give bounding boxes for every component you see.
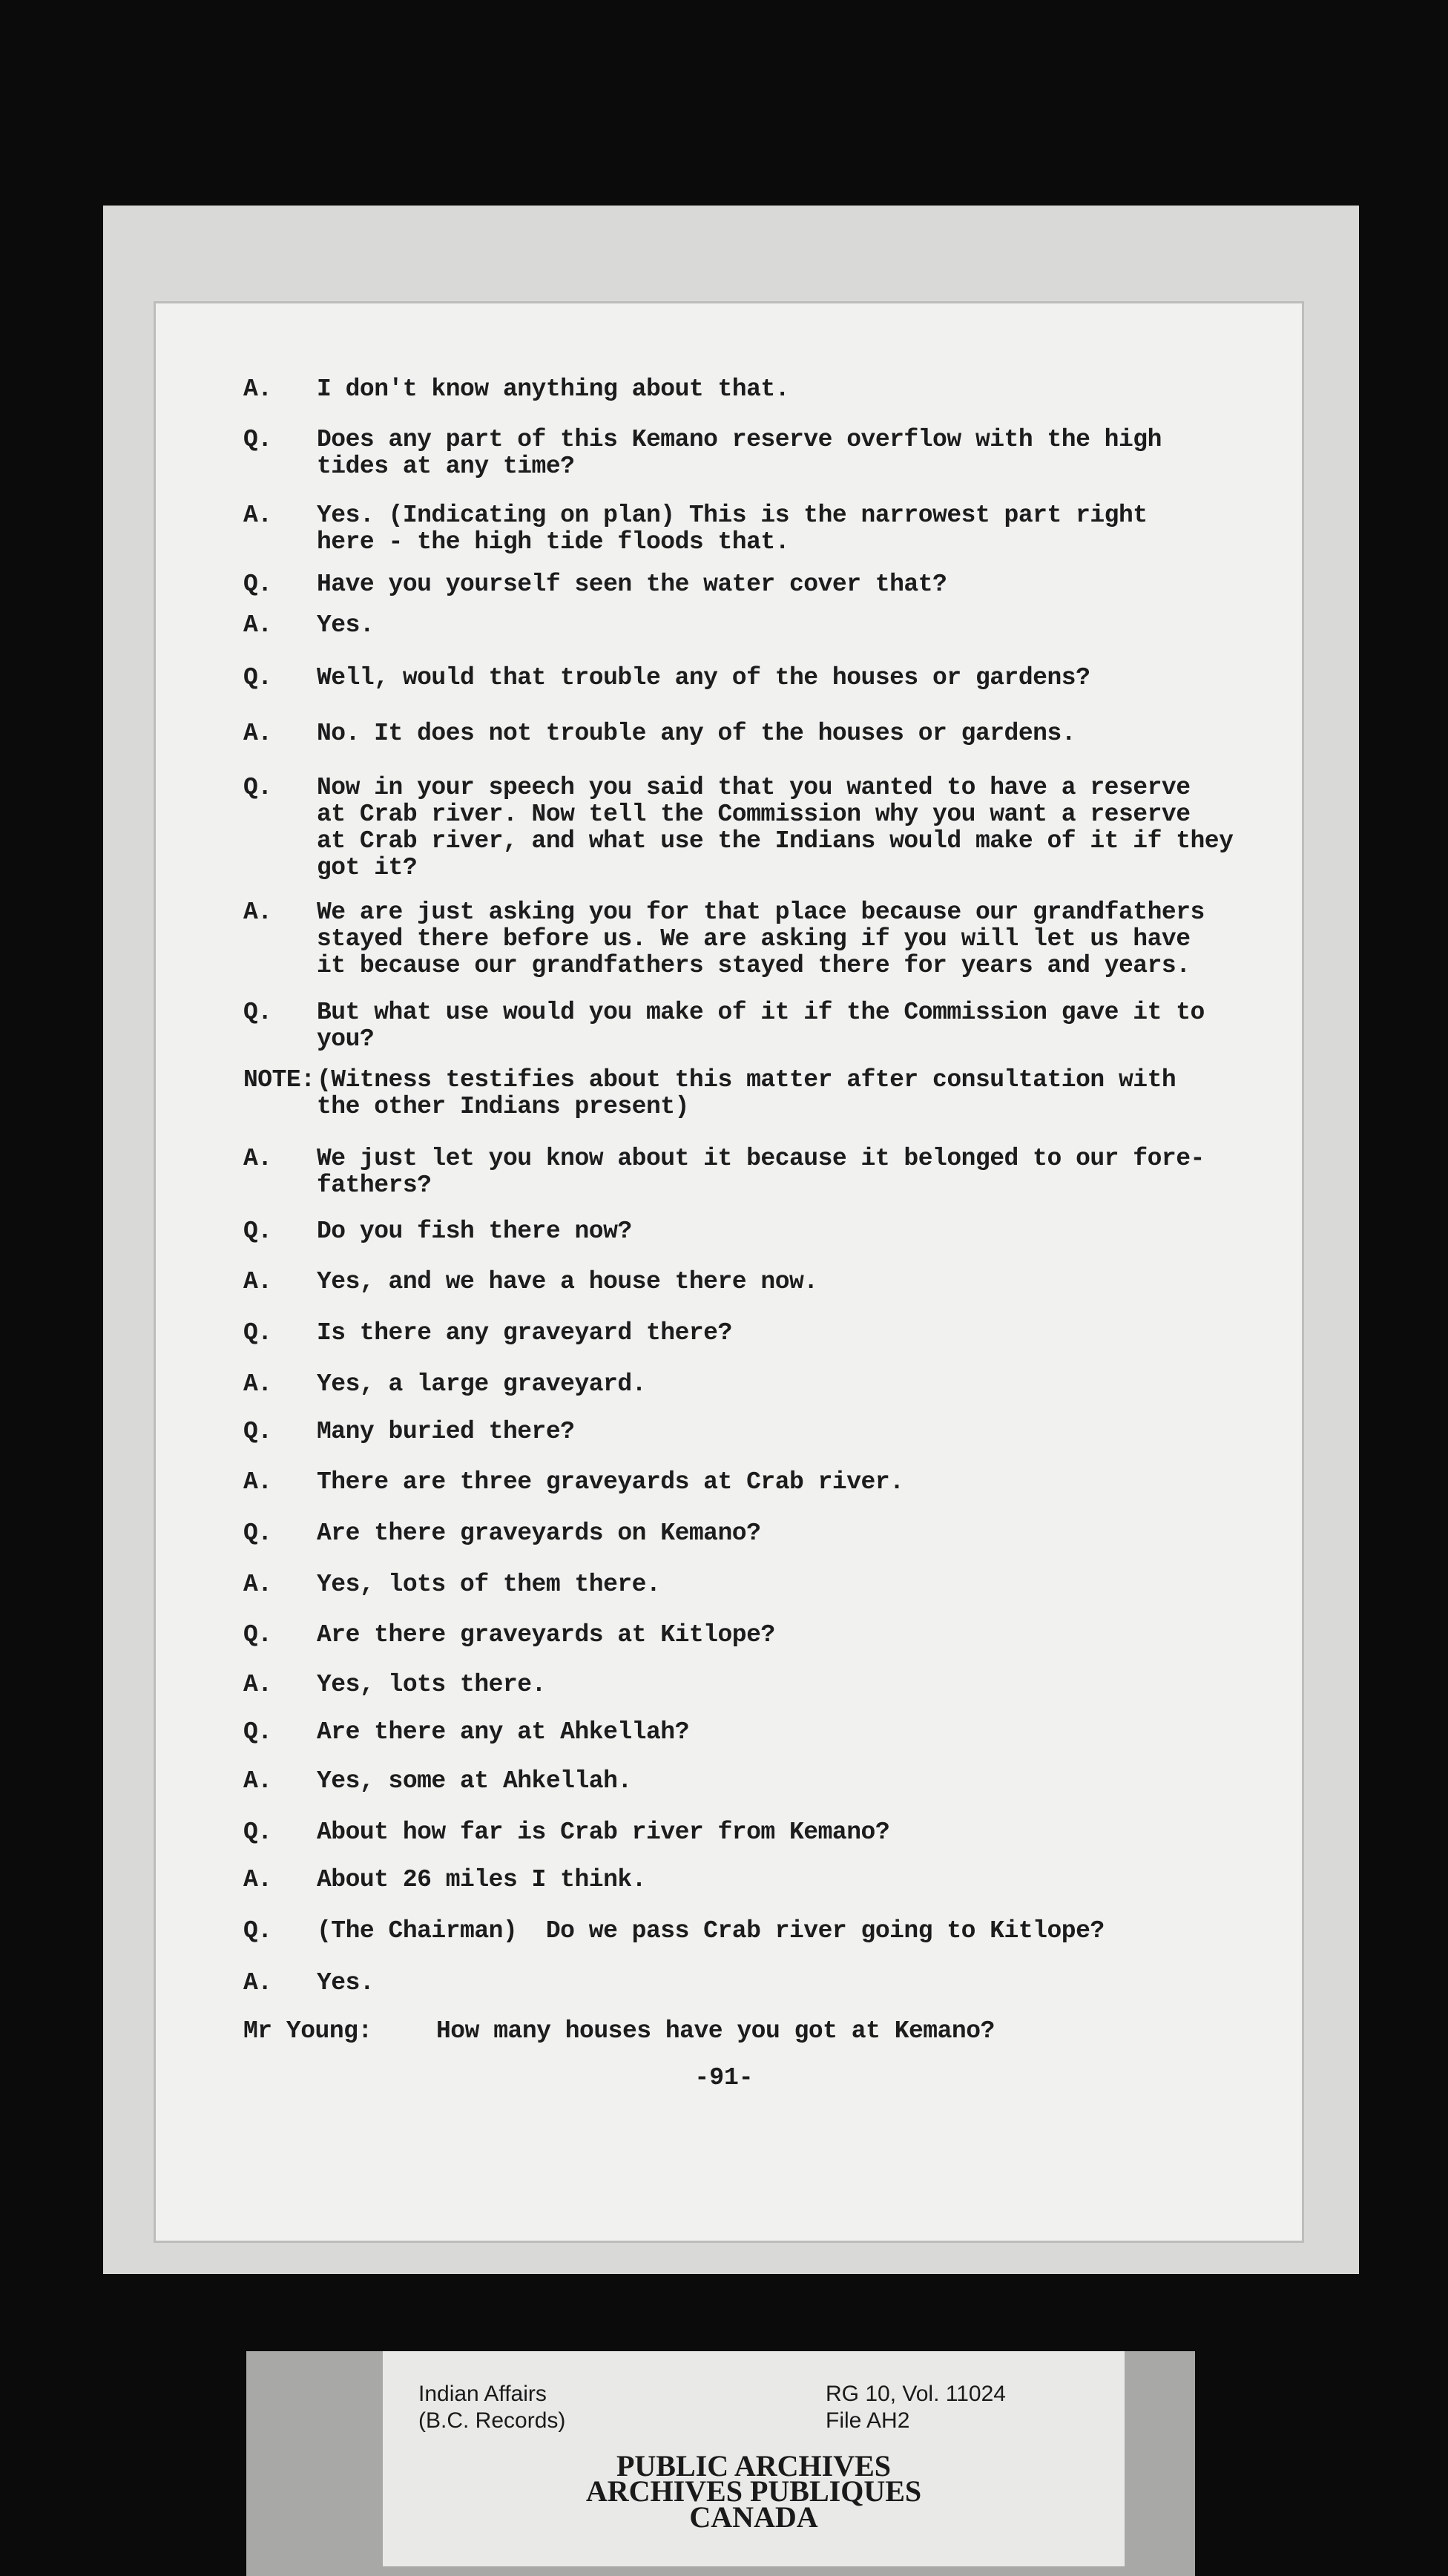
- speaker-label: Q.: [243, 1718, 272, 1746]
- entry-text: Yes, a large graveyard.: [317, 1370, 646, 1398]
- speaker-label: A.: [243, 1468, 272, 1496]
- entry-text: (The Chairman) Do we pass Crab river going to Kitlope?: [317, 1917, 1105, 1945]
- speaker-label: Q.: [243, 571, 272, 598]
- speaker-label: Q.: [243, 1218, 272, 1245]
- entry-text: But what use would you make of it if the Commission gave it to you?: [317, 999, 1205, 1053]
- speaker-label: A.: [243, 611, 272, 639]
- entry-text: Yes. (Indicating on plan) This is the narrowest part right here - the high tide floods that.: [317, 502, 1148, 556]
- archives-stamp-fr: ARCHIVES PUBLIQUES: [585, 2474, 922, 2508]
- speaker-label: Q.: [243, 664, 272, 691]
- speaker-label: Q.: [243, 999, 272, 1026]
- speaker-label: A.: [243, 1866, 272, 1893]
- archives-stamp-country: CANADA: [689, 2500, 818, 2534]
- entry-text: We just let you know about it because it belonged to our fore- fathers?: [317, 1145, 1205, 1199]
- entry-text: Now in your speech you said that you wanted to have a reserve at Crab river. Now tell the Commission why you want a reserve at Crab river, and what use the Indians would make of it if they got it?: [317, 774, 1234, 881]
- entry-text: Is there any graveyard there?: [317, 1319, 732, 1347]
- entry-text: Yes, and we have a house there now.: [317, 1268, 818, 1295]
- file-number: File AH2: [826, 2408, 910, 2433]
- collection-subtitle: (B.C. Records): [418, 2408, 566, 2433]
- speaker-label: A.: [243, 1767, 272, 1795]
- speaker-label: Q.: [243, 1418, 272, 1445]
- speaker-label: Q.: [243, 426, 272, 453]
- speaker-label: A.: [243, 898, 272, 926]
- entry-text: Well, would that trouble any of the houses or gardens?: [317, 664, 1090, 691]
- archives-stamp-en: PUBLIC ARCHIVES: [616, 2449, 892, 2483]
- entry-text: There are three graveyards at Crab river.: [317, 1468, 904, 1496]
- speaker-label: A.: [243, 1969, 272, 1997]
- entry-text: (Witness testifies about this matter after consultation with the other Indians present): [317, 1066, 1176, 1120]
- entry-text: I don't know anything about that.: [317, 375, 790, 403]
- entry-text: Do you fish there now?: [317, 1218, 632, 1245]
- speaker-label: Q.: [243, 1818, 272, 1846]
- speaker-label: Mr Young:: [243, 2017, 372, 2045]
- entry-text: Yes, some at Ahkellah.: [317, 1767, 632, 1795]
- page-number: -91-: [694, 2064, 754, 2092]
- entry-text: Many buried there?: [317, 1418, 575, 1445]
- speaker-label: A.: [243, 1145, 272, 1172]
- entry-text: No. It does not trouble any of the houses or gardens.: [317, 720, 1076, 747]
- speaker-label: Q.: [243, 1319, 272, 1347]
- speaker-label: Q.: [243, 1917, 272, 1945]
- entry-text: About 26 miles I think.: [317, 1866, 646, 1893]
- record-group: RG 10, Vol. 11024: [826, 2382, 1006, 2406]
- speaker-label: Q.: [243, 1519, 272, 1547]
- entry-text: We are just asking you for that place because our grandfathers stayed there before us. We are asking if you will let us have it because our grandfathers stayed there for years and years.: [317, 898, 1205, 979]
- entry-text: Are there graveyards at Kitlope?: [317, 1621, 775, 1649]
- entry-text: How many houses have you got at Kemano?: [436, 2017, 995, 2045]
- speaker-label: A.: [243, 375, 272, 403]
- speaker-label: A.: [243, 1370, 272, 1398]
- entry-text: Are there any at Ahkellah?: [317, 1718, 689, 1746]
- speaker-label: NOTE:: [243, 1066, 315, 1094]
- speaker-label: A.: [243, 1571, 272, 1598]
- entry-text: Yes, lots there.: [317, 1671, 546, 1698]
- collection-name: Indian Affairs: [418, 2382, 547, 2406]
- entry-text: Does any part of this Kemano reserve overflow with the high tides at any time?: [317, 426, 1162, 480]
- speaker-label: Q.: [243, 774, 272, 801]
- entry-text: Have you yourself seen the water cover that?: [317, 571, 947, 598]
- entry-text: Yes.: [317, 611, 375, 639]
- speaker-label: Q.: [243, 1621, 272, 1649]
- entry-text: About how far is Crab river from Kemano?: [317, 1818, 890, 1846]
- speaker-label: A.: [243, 502, 272, 529]
- entry-text: Are there graveyards on Kemano?: [317, 1519, 761, 1547]
- speaker-label: A.: [243, 1671, 272, 1698]
- entry-text: Yes, lots of them there.: [317, 1571, 661, 1598]
- speaker-label: A.: [243, 1268, 272, 1295]
- entry-text: Yes.: [317, 1969, 375, 1997]
- speaker-label: A.: [243, 720, 272, 747]
